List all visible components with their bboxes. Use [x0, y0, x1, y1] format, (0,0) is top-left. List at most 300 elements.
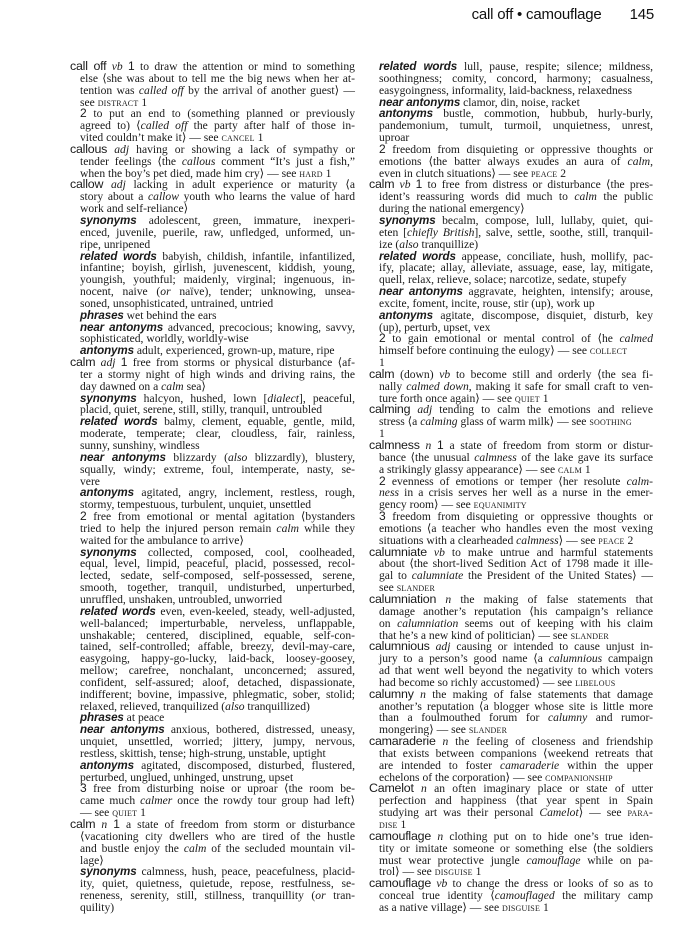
text: anxious, bothered, distressed, uneasy, — [164, 723, 356, 737]
italic-text: calumnious — [548, 652, 603, 666]
cross-reference: peace — [598, 532, 625, 547]
headword: Camelot — [369, 781, 414, 796]
text: stress ⟨a — [379, 415, 421, 429]
headword: calm — [70, 355, 96, 370]
text: ], salve, settle, soothe, still, tranquil- — [474, 225, 653, 239]
text: while they — [298, 521, 355, 535]
text: excite, foment, incite, rouse, stir (up), work up — [379, 296, 595, 310]
text: 2 — [624, 533, 634, 547]
italic-text: dialect — [267, 391, 299, 405]
text: tried to help the injured person remain — [80, 521, 277, 535]
text: pandemonium, tumult, turmoil, unquietness, unrest, — [379, 119, 653, 133]
text: ad that went well beyond the negativity to which voters — [379, 664, 653, 678]
cross-reference: peace — [531, 165, 558, 180]
headword: camouflage — [369, 876, 432, 891]
text: calmness, hush, peace, peacefulness, placid- — [136, 865, 355, 879]
italic-text: chiefly British — [407, 225, 475, 239]
text: eten [ — [379, 225, 408, 239]
text: enced, juvenile, puerile, raw, unfledged, unformed, un- — [80, 225, 355, 239]
text: placid, quiet, serene, still, stilly, tranquil, untroubled — [80, 403, 323, 417]
italic-text: calmed — [619, 332, 653, 346]
part-of-speech: adj — [100, 356, 116, 370]
text: blizzardly), blustery, — [247, 450, 356, 464]
sense-number: 3 — [379, 509, 386, 524]
italic-text: calumniation — [397, 616, 459, 630]
text: see — [80, 95, 98, 109]
italic-text: calm — [574, 190, 597, 204]
part-of-speech: vb — [433, 545, 445, 559]
text: quell, relax, relieve, solace; narcotize, sedate, stupefy — [379, 273, 627, 287]
text: as a native village⟩ — see — [379, 900, 502, 914]
cross-reference: slander — [396, 580, 435, 595]
sense-number: 2 — [379, 141, 386, 156]
sense-number: 3 — [80, 781, 87, 796]
cross-reference: hard — [299, 165, 323, 180]
text: waited for the ambulance to arrive⟩ — [80, 533, 244, 547]
text: agitate, discompose, disquiet, disturb, key — [432, 308, 653, 322]
text: story about a — [80, 190, 149, 204]
text: when the boy’s pet died, made him cry⟩ — see — [80, 166, 300, 180]
text: freedom from disquieting or oppressive thoughts or — [385, 510, 653, 524]
sense-number: 1 — [128, 59, 135, 73]
text: free from emotional or mental agitation ⟨bystanders — [86, 510, 355, 524]
text: had become so richly accustomed⟩ — see — [379, 675, 576, 689]
headword: calumnious — [369, 639, 430, 654]
cross-reference: dise — [379, 817, 398, 831]
text: restless, skittish, tense; high-strung, unstable, uptight — [80, 746, 326, 760]
text: causing or intended to cause unjust in- — [450, 640, 653, 654]
text: squally, windy; extreme, foul, intemperate, nasty, se- — [80, 462, 355, 476]
text: bance ⟨the unusual — [379, 450, 475, 464]
text: lage⟩ — [80, 853, 104, 867]
section-label: related words — [379, 249, 456, 263]
text: while on pa- — [580, 853, 653, 867]
italic-text: also — [225, 699, 245, 713]
text: 1 — [138, 95, 148, 109]
text: a strikingly glassy appearance⟩ — see — [379, 462, 559, 476]
text-line — [369, 899, 653, 914]
text: relaxed, relieved, tranquilized ( — [80, 699, 226, 713]
headword: callous — [70, 141, 108, 156]
cross-reference: disguise — [434, 864, 473, 879]
text: adult, experienced, grown-up, mature, ripe — [133, 344, 335, 358]
text: once the rowdy tour group had left⟩ — [172, 794, 355, 808]
text: the military camp — [554, 889, 653, 903]
section-label: synonyms — [80, 545, 137, 559]
text: work and self-reliance⟩ — [80, 202, 189, 216]
text: 2 — [557, 166, 567, 180]
text: ], peaceful, — [298, 391, 355, 405]
text: freedom from disquieting or oppressive thoughts or — [385, 142, 653, 156]
section-label: near antonyms — [379, 285, 463, 299]
text: clothing put on to hide one’s true iden- — [443, 829, 654, 843]
text: on — [379, 616, 398, 630]
text: ⟩ — see — [578, 806, 628, 820]
text: perfection and happiness ⟨that year spent in Spain — [379, 794, 653, 808]
text: soned, unsophisticated, untrained, untried — [80, 296, 274, 310]
italic-text: camouflaged — [494, 889, 555, 903]
text-line — [369, 345, 653, 357]
text: 1 — [472, 865, 482, 879]
sense-number: 1 — [437, 438, 444, 452]
italic-text: calumniate — [411, 569, 464, 583]
text: situations with a clearheaded — [379, 533, 517, 547]
text: gal to — [379, 569, 412, 583]
part-of-speech: vb — [436, 877, 448, 891]
text: mongering⟩ — see — [379, 723, 469, 737]
italic-text: Camelot — [539, 806, 579, 820]
text: ture forth once again⟩ — see — [379, 391, 515, 405]
text: during the national emergency⟩ — [379, 202, 525, 216]
text: confident, self-assured; aloof, detached, dispassionate, — [80, 675, 355, 689]
text: youth who learns the value of hard — [178, 190, 355, 204]
text-line — [369, 120, 653, 132]
text: to make untrue and harmful statements — [444, 545, 653, 559]
cross-reference: quiet — [112, 805, 138, 820]
part-of-speech: adj — [417, 403, 433, 417]
text: tention was — [80, 83, 139, 97]
section-label: synonyms — [80, 391, 137, 405]
cross-reference: slander — [468, 722, 508, 737]
text: day dawned on a — [80, 379, 162, 393]
text-line — [70, 464, 355, 476]
italic-text: called off — [138, 83, 184, 97]
text: youngish, youthful; maidenly, virginal; ingenuous, in- — [80, 273, 355, 287]
section-label: antonyms — [80, 486, 134, 500]
text: nally — [379, 379, 407, 393]
part-of-speech: vb — [399, 178, 411, 192]
text: naïve), tender; unknowing, unsea- — [170, 285, 355, 299]
text: campaign — [602, 652, 654, 666]
right-column — [369, 61, 653, 914]
text: 1 — [137, 806, 146, 820]
cross-reference: calm — [558, 461, 582, 476]
italic-text: callous — [181, 154, 216, 168]
text: tran- — [325, 889, 355, 903]
headword: calmness — [369, 438, 420, 452]
italic-text: camaraderie — [499, 758, 560, 772]
text: free from disturbing noise or uproar ⟨the room be- — [86, 782, 355, 796]
text: halcyon, hushed, lown [ — [136, 391, 268, 405]
text-line — [70, 843, 355, 855]
text: tity or imitate someone or something else ⟨the soldiers — [379, 841, 653, 855]
text: even in clutch situations⟩ — see — [379, 166, 531, 180]
part-of-speech: adj — [114, 142, 130, 156]
section-label: phrases — [80, 711, 124, 725]
text: collected, composed, cool, coolheaded, — [136, 545, 355, 559]
text: (down) — [394, 367, 440, 381]
text: agitated, discomposed, disturbed, flustered, — [133, 758, 355, 772]
text: sunny, sunshiny, windless — [80, 439, 200, 452]
section-label: antonyms — [379, 308, 433, 322]
text: blizzardy ( — [165, 450, 228, 464]
text: even, even-keeled, steady, well-adjusted, — [155, 604, 355, 618]
text: 1 — [540, 900, 549, 914]
text: , making it safe for small craft to ven- — [468, 379, 653, 393]
part-of-speech: n — [437, 829, 444, 843]
text: 1 — [322, 166, 332, 180]
cross-reference: disguise — [502, 899, 541, 914]
text: within the upper — [559, 758, 653, 772]
part-of-speech: adj — [110, 178, 126, 192]
text: to change the dress or looks of so as to — [447, 877, 653, 891]
sense-number: 2 — [80, 106, 87, 121]
text: are intended to foster — [379, 758, 500, 772]
cross-reference: slander — [570, 627, 609, 642]
text-line — [70, 902, 355, 914]
text: free from storms or physical disturbance ⟨af- — [127, 356, 355, 370]
text: appease, conciliate, hush, mollify, pac- — [455, 249, 653, 263]
text: jury to a person’s good name ⟨a — [379, 652, 549, 666]
text: of the lake gave its surface — [516, 450, 653, 464]
part-of-speech: vb — [439, 367, 451, 381]
text: adolescent, green, immature, inexperi- — [136, 213, 355, 227]
text: tranquillize) — [418, 237, 479, 251]
section-label: near antonyms — [80, 450, 166, 464]
section-label: antonyms — [379, 107, 433, 121]
text: unquiet, unsettled, worried; jittery, jumpy, nervous, — [80, 735, 355, 749]
text: that exists between companions ⟨weekend retreats that — [379, 746, 653, 760]
text: trol⟩ — see — [379, 865, 435, 879]
text: — see — [80, 806, 113, 820]
text: to put an end to (something planned or previously — [86, 107, 355, 121]
guide-words: call off • camouflage — [471, 6, 602, 23]
text: quility) — [80, 900, 115, 914]
text: infantine; boyish, girlish, juvenescent, kiddish, young, — [80, 261, 355, 275]
section-label: near antonyms — [80, 320, 164, 334]
cross-reference: distract — [97, 94, 139, 109]
italic-text: calumny — [547, 711, 588, 725]
cross-reference: collect — [589, 343, 628, 358]
part-of-speech: n — [420, 687, 426, 701]
text: conceal true identity ⟨ — [379, 889, 495, 903]
text: than a foulmouthed forum for — [379, 711, 548, 725]
section-label: near antonyms — [379, 95, 461, 109]
text: gency room⟩ — see — [379, 498, 474, 512]
headword: camaraderie — [369, 734, 436, 749]
text: in a crisis serves her well as a nurse in the emer- — [398, 486, 653, 500]
text: at peace — [123, 711, 165, 725]
italic-text: camouflage — [526, 853, 581, 867]
italic-text: calming — [420, 415, 458, 429]
italic-text: ness — [379, 486, 399, 500]
text: evenness of emotions or temper ⟨her resolute — [385, 474, 627, 488]
part-of-speech: n — [421, 782, 427, 796]
text: the feeling of closeness and friendship — [448, 735, 653, 749]
text: (up), perturb, upset, vex — [379, 320, 491, 334]
italic-text: called off — [140, 119, 188, 133]
text: lull, pause, respite; silence; mildness, — [457, 60, 653, 73]
text: 1 — [397, 818, 407, 831]
text: tained, self-controlled; affable, breezy, devil-may-care, — [80, 640, 355, 654]
headword: calm — [70, 817, 96, 831]
italic-text: calmed down — [406, 379, 469, 393]
text: stormy, tempestuous, turbulent, unquiet, unsettled — [80, 498, 312, 512]
italic-text: also — [399, 237, 419, 251]
page-number: 145 — [629, 6, 654, 23]
text: of the secluded mountain vil- — [206, 841, 355, 855]
text: came much — [80, 794, 141, 808]
italic-text: calm — [276, 521, 299, 535]
text: emotions ⟨the batter always exudes an aura of — [379, 154, 628, 168]
text: babyish, childish, infantile, infantilized, — [156, 249, 355, 263]
running-head — [472, 6, 654, 23]
part-of-speech: n — [101, 818, 108, 831]
headword: calming — [369, 402, 411, 417]
part-of-speech: n — [425, 439, 432, 452]
cross-reference: companionship — [545, 769, 613, 784]
italic-text: calmer — [140, 794, 173, 808]
text: studying art was their personal — [379, 806, 540, 820]
italic-text: calm — [183, 841, 207, 855]
section-label: antonyms — [80, 758, 134, 772]
text: 1 — [379, 427, 385, 441]
part-of-speech: n — [442, 735, 449, 749]
section-label: synonyms — [80, 865, 137, 879]
text: clamor, din, noise, racket — [460, 95, 580, 109]
text: the making of false statements that damage — [425, 687, 653, 701]
text: echelons of the corporation⟩ — see — [379, 770, 546, 784]
headword: calumniation — [369, 591, 437, 606]
text: equal, level, limpid, peaceful, placid, possessed, recol- — [80, 557, 355, 571]
italic-text: calmness — [474, 450, 517, 464]
italic-text: callow — [148, 190, 179, 204]
sense-number: 2 — [80, 509, 87, 524]
text: sophisticated, worldly, worldly-wise — [80, 332, 249, 346]
left-column — [70, 61, 355, 914]
headword: callow — [70, 177, 104, 192]
text: nocent, naive ( — [80, 285, 161, 299]
text: bustle, commotion, hubbub, hurly-burly, — [432, 107, 653, 121]
text: lected, sedate, self-composed, self-possessed, serene, — [80, 569, 355, 583]
text: sea⟩ — [183, 379, 206, 393]
text: else ⟨she was about to tell me the big news when her at- — [80, 71, 355, 85]
text: ripe, unripened — [80, 237, 151, 251]
section-label: related words — [379, 60, 458, 73]
text: becalm, compose, lull, lullaby, quiet, qui- — [435, 213, 653, 227]
italic-text: or — [315, 889, 326, 903]
text: ident’s reassuring words did much to — [379, 190, 575, 204]
text: balmy, clement, equable, gentle, mild, — [157, 415, 355, 429]
text-line — [369, 416, 653, 428]
text: perturbed, unglued, unhinged, unstrung, upset — [80, 770, 294, 784]
section-label: phrases — [80, 308, 124, 322]
text: tender feelings ⟨the — [80, 154, 182, 168]
text: a state of freedom from storm or disturbance — [119, 818, 355, 831]
text: about ⟨the short-lived Sedition Act of 1798 made it ille- — [379, 557, 653, 571]
italic-text: also — [227, 450, 248, 464]
headword: camouflage — [369, 828, 432, 843]
text: ify, placate; allay, alleviate, assuage, ease, lay, mitigate, — [379, 261, 653, 275]
text: indifferent; bovine, impassive, phlegmatic, sober, stolid; — [80, 687, 355, 701]
text: a state of freedom from storm or distur- — [443, 439, 653, 452]
section-label: related words — [80, 249, 157, 263]
text: , — [650, 154, 653, 168]
text: unruffled, unshaken, untroubled, unworried — [80, 592, 282, 606]
italic-text: calm- — [626, 474, 653, 488]
sense-number: 1 — [113, 817, 120, 831]
sense-number: 1 — [415, 177, 423, 192]
text: comment “It’s just a fish,” — [215, 154, 355, 168]
text: tranquillized) — [244, 699, 310, 713]
text: ⟨vacationing city dwellers who are tired of the hustle — [80, 829, 355, 843]
section-label: related words — [80, 604, 156, 618]
italic-text: calmness — [516, 533, 559, 547]
text: reneness, serenity, still, stillness, tranquillity ( — [80, 889, 316, 903]
cross-reference: soothing — [589, 414, 632, 429]
text: tending to calm the emotions and relieve — [432, 403, 653, 417]
section-label: synonyms — [80, 213, 137, 227]
text: easygoingness, informality, laid-backness, relaxedness — [379, 83, 632, 97]
headword: call off — [70, 59, 107, 73]
text: having or showing a lack of sympathy or — [129, 142, 355, 156]
text: to free from distress or disturbance ⟨the pres- — [422, 178, 653, 192]
text: agitated, angry, inclement, restless, rough, — [133, 486, 355, 500]
text: vere — [80, 474, 100, 488]
text: 1 — [539, 391, 549, 405]
text: ity, quiet, quietness, quietude, repose, restfulness, se- — [80, 877, 355, 891]
headword: calumniate — [369, 544, 427, 559]
sense-number: 1 — [120, 355, 128, 370]
text: ize ( — [379, 237, 400, 251]
text: to gain emotional or mental control of ⟨he — [385, 332, 620, 346]
text: by the arrival of another guest⟩ — — [183, 83, 356, 97]
cross-reference: cancel — [221, 130, 255, 145]
text: aggravate, heighten, intensify; arouse, — [462, 285, 653, 299]
text: damage another’s reputation ⟨his campaign’s reliance — [379, 604, 653, 618]
text: see — [379, 581, 397, 595]
text: glass of warm milk⟩ — see — [457, 415, 590, 429]
text: seems out of keeping with his claim — [458, 616, 653, 630]
text: wet behind the ears — [123, 308, 217, 322]
cross-reference: para- — [627, 805, 653, 820]
text: well-balanced; imperturbable, nerveless, unflappable, — [80, 616, 355, 630]
part-of-speech: n — [445, 592, 452, 606]
headword: calumny — [369, 686, 414, 701]
sense-number: 2 — [379, 331, 386, 346]
sense-number: 2 — [379, 473, 386, 488]
text: ⟩ — see — [558, 533, 599, 547]
text: to draw the attention or mind to something — [134, 60, 355, 73]
text: another’s reputation ⟨a blogger whose site is little more — [379, 699, 653, 713]
text: and rumor- — [587, 711, 654, 725]
section-label: antonyms — [80, 344, 134, 358]
part-of-speech: adj — [435, 640, 451, 654]
text: unshakable; centered, disciplined, equable, self-con- — [80, 628, 355, 642]
italic-text: calm — [161, 379, 184, 393]
text: the party after half of those in- — [187, 119, 356, 133]
section-label: near antonyms — [80, 723, 165, 737]
text: agreed to) ⟨ — [80, 119, 141, 133]
text: lacking in adult experience or maturity ⟨a — [125, 178, 355, 192]
headword: calm — [369, 177, 395, 192]
text: uproar — [379, 131, 410, 145]
italic-text: or — [160, 285, 171, 299]
text: that he’s a new kind of politician⟩ — see — [379, 628, 571, 642]
cross-reference: equanimity — [473, 497, 527, 512]
text: and bustle enjoy the — [80, 841, 184, 855]
text: the President of the United States⟩ — — [463, 569, 653, 583]
text: to become still and orderly ⟨the sea fi- — [450, 367, 653, 381]
text: 1 — [254, 131, 264, 145]
section-label: synonyms — [379, 213, 436, 227]
text: ter a stormy night of high winds and driving rains, the — [80, 367, 355, 381]
text: soothingness; comity, concord, harmony; casualness, — [379, 71, 653, 85]
text: the making of false statements that — [451, 592, 654, 606]
text: 1 — [379, 356, 385, 370]
text: easygoing, happy-go-lucky, laid-back, loosey-goosey, — [80, 652, 355, 666]
text: mellow; carefree, nonchalant, unconcerned; assured, — [80, 664, 355, 678]
